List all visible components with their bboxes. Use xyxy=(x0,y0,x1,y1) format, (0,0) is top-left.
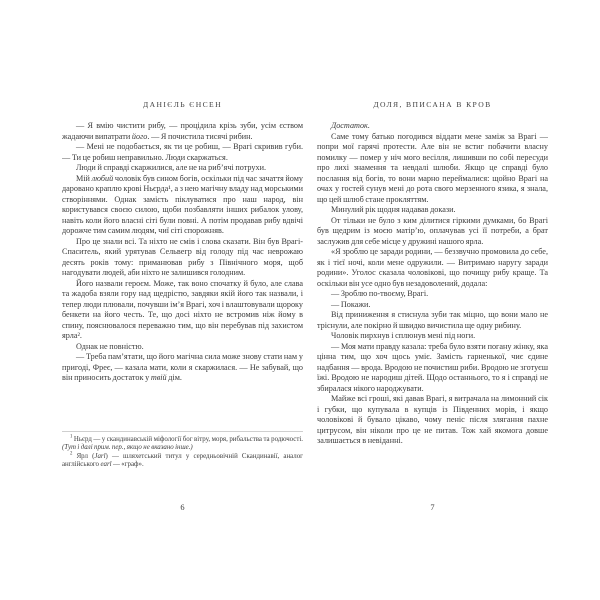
paragraph: «Я зроблю це заради родини, — беззвучно промовила до себе, як і тієї ночі, коли мене одружили. — Витримаю наругу заради родини». Уголос сказала чоловікові, що почищу рибу краще. Та оскільки він усе одно був незадоволений, додала: xyxy=(317,247,548,288)
left-page-body xyxy=(62,121,303,423)
paragraph: От тільки не було з ким ділитися гіркими думками, бо Врагі був щедрим із моєю матір’ю, оплачував усі її потреби, а брат заслужив для себе місце у дружині нашого ярла. xyxy=(317,215,548,246)
footnote: $^1$ Ньєрд — у скандинавській міфології бог вітру, моря, рибальства та родючості. (Тут і далі прим. пер., якщо не вказано інше.) xyxy=(62,434,303,452)
paragraph: Про це знали всі. Та ніхто не смів і слова сказати. Він був Врагі-Спаситель, який урятував Сельвегр від голоду під час неврожаю десять років тому: приманював рибу з Північного моря, щоб нагодувати людей, аби ніхто не залишився голодним. xyxy=(62,236,303,277)
paragraph: — Треба пам’ятати, що його магічна сила може знову стати нам у пригоді, Фреє, — казала мати, коли я скаржилася. — Не забувай, що він приносить достаток у твій дім. xyxy=(62,352,303,382)
footnote-rule xyxy=(62,431,303,432)
left-page xyxy=(62,100,303,520)
paragraph: Його назвали героєм. Може, так воно спочатку й було, але слава та жадоба взяли гору над щедрістю, завдяки якій його так назвали, і тепер люди плювали, почувши ім’я Врагі, хоч і влаштовували щороку бенкети на його честь. Те, що досі ніхто не встромив ніж йому в спину, пояснювалося переважно тим, що він перебував під захистом ярла². xyxy=(62,278,303,340)
right-page xyxy=(317,100,548,520)
paragraph: Мій любий чоловік був сином богів, оскільки під час зачаття йому даровано краплю крові Ньєрда¹, а з нею магічну владу над морськими створіннями. Однак замість піклуватися про наш народ, він користувався своєю силою, щоби позбавляти інших рибалок улову, навіть коли його власні сіті були повні. А потім продавав рибу вдвічі дорожче тим самим людям, чиї сіті спорожняв. xyxy=(62,173,303,235)
paragraph: Минулий рік щодня надавав докази. xyxy=(331,205,456,214)
footnote-marker: 1 xyxy=(70,434,73,440)
running-header-title: ДОЛЯ, ВПИСАНА В КРОВ xyxy=(373,100,492,109)
paragraph: Достаток. xyxy=(331,121,370,130)
right-page-body xyxy=(317,121,548,501)
paragraph: Від приниження я стиснула зуби так міцно, що вони мало не тріснули, але покірно й швидко вичистила ще одну рибину. xyxy=(317,310,548,330)
footnote-marker: 2 xyxy=(70,451,73,457)
page-number-right: 7 xyxy=(430,503,435,512)
paragraph: Майже всі гроші, які давав Врагі, я витрачала на лимонний сік і губки, що купувала в купців із Південних морів, і якщо чоловікові й бувало цікаво, чому пеніс після злягання пахне цитрусом, він ніколи про це не питав. Тож хай якомога довше залишається в невіданні. xyxy=(317,394,548,445)
paragraph: — Моя мати правду казала: треба було взяти погану жінку, яка цінна тим, що хоч щось уміє. Замість гарненької, чиє єдине надбання — врода. Вродою не почистиш риби. Вродою не зготуєш їжі. Вродою не народиш дітей. Щодо останнього, то я і справді не збиралася нікого народжувати. xyxy=(317,341,548,393)
paragraph: Люди й справді скаржилися, але не на риб’ячі потрухи. xyxy=(76,163,267,172)
footnote: $^2$ Ярл (Jarl) — шляхетський титул у середньовічній Скандинавії, аналог англійського earl — «граф». xyxy=(62,451,303,468)
paragraph: Однак не повністю. xyxy=(76,341,144,351)
footnote-block xyxy=(62,431,303,469)
running-header-author: ДАНІЄЛЬ ЄНСЕН xyxy=(143,100,222,109)
paragraph: Саме тому батько погодився віддати мене заміж за Врагі — попри мої гарячі протести. Але він не встиг побачити власну помилку — помер у ніч мого весілля, лишивши по собі пересуди про лихі знамення та невдалі шлюби. Якщо це справді було послання від богів, то вони марно переймалися: щойно Врагі на очах у гостей сунув мені до рота свого мерзенного язика, я знала, що цей шлюб стане прокляттям. xyxy=(317,131,548,204)
page-number-left: 6 xyxy=(180,503,185,512)
paragraph: — Зроблю по-твоєму, Врагі. xyxy=(331,289,429,298)
paragraph: — Я вмію чистити рибу, — процідила крізь зуби, усім єством жадаючи випатрати його. — Я почистила тисячі рибин. xyxy=(62,121,303,141)
paragraph: Чоловік пирхнув і сплюнув мені під ноги. xyxy=(331,331,476,340)
footnotes xyxy=(62,436,303,469)
paragraph: — Покажи. xyxy=(331,299,371,309)
paragraph: — Мені не подобається, як ти це робиш, — Врагі скривив губи. — Ти це робиш неправильно. Люди скаржаться. xyxy=(62,142,303,162)
